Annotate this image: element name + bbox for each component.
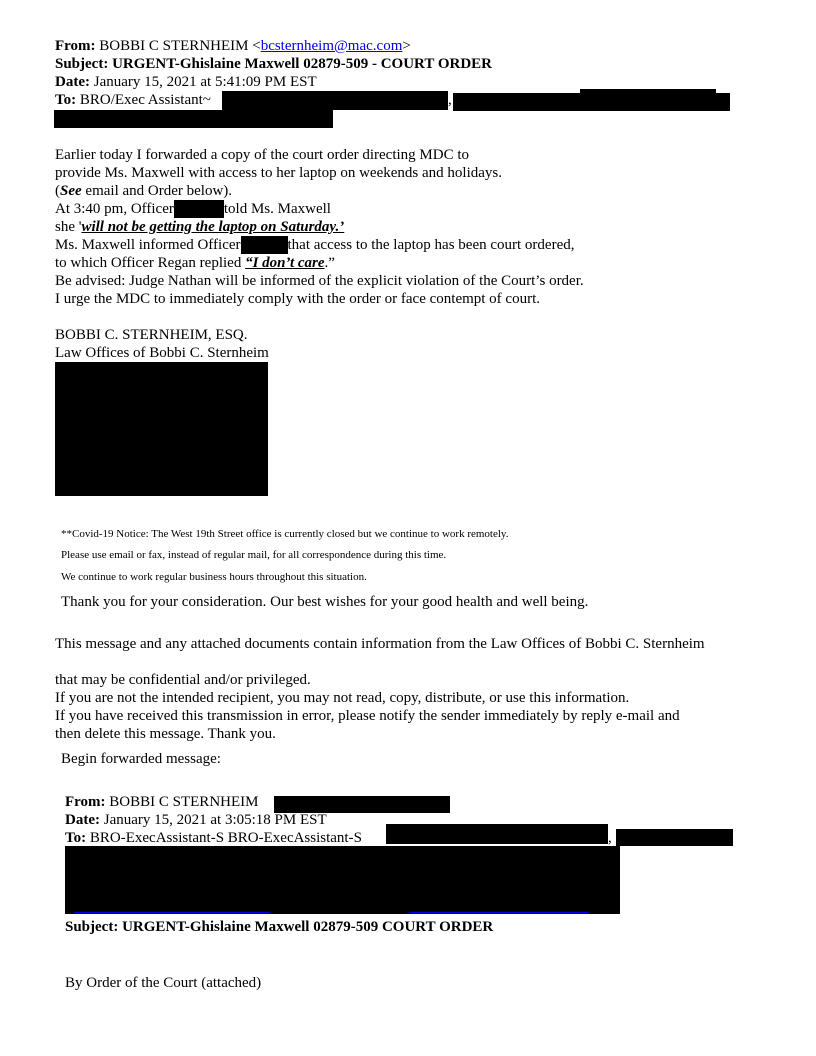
informed-text: Ms. Maxwell informed Officer: [55, 237, 241, 253]
disclaimer-line-4: If you have received this transmission in error, please notify the sender immediately by reply e-mail and: [55, 708, 680, 724]
fwd-date-text: January 15, 2021 at 3:05:18 PM EST: [103, 812, 327, 828]
header-from: [55, 37, 411, 55]
redaction-box: [580, 89, 716, 95]
body-line-8: Be advised: Judge Nathan will be informed of the explicit violation of the Court’s order.: [55, 273, 584, 289]
link-underline-fragment: [74, 912, 270, 913]
disclaimer-line-5: then delete this message. Thank you.: [55, 726, 276, 742]
quote-end: .”: [324, 255, 335, 271]
email-fax-notice: Please use email or fax, instead of regular mail, for all correspondence during this time.: [61, 549, 447, 561]
header-to: [55, 91, 211, 109]
fwd-to: [65, 829, 362, 847]
body-line-7: [55, 254, 335, 272]
she-text: she ': [55, 219, 82, 235]
redaction-box: [65, 846, 620, 914]
fwd-subject: [65, 918, 493, 936]
from-name: BOBBI C STERNHEIM <: [99, 38, 261, 54]
hours-notice: We continue to work regular business hours throughout this situation.: [61, 571, 367, 583]
redaction-box: [222, 91, 448, 110]
redaction-box: [616, 829, 733, 846]
fwd-to-comma: ,: [608, 830, 612, 846]
disclaimer-line-1: This message and any attached documents contain information from the Law Offices of Bobbi C. Sternheim: [55, 636, 705, 652]
date-text: January 15, 2021 at 5:41:09 PM EST: [93, 74, 317, 90]
fwd-to-text: BRO-ExecAssistant-S BRO-ExecAssistant-S: [89, 830, 362, 846]
fwd-from-label: From:: [65, 794, 106, 810]
fwd-from: [65, 793, 258, 811]
to-comma: ,: [448, 92, 452, 108]
date-label: Date:: [55, 74, 90, 90]
body-line-2: provide Ms. Maxwell with access to her laptop on weekends and holidays.: [55, 165, 502, 181]
paren-open: (: [55, 183, 60, 199]
redaction-box: [453, 93, 730, 111]
redaction-box: [55, 362, 268, 496]
from-email-link[interactable]: bcsternheim@mac.com: [260, 38, 403, 54]
redaction-box: [386, 824, 608, 844]
header-date: [55, 73, 317, 91]
told-text: told Ms. Maxwell: [223, 201, 331, 217]
covid-notice: **Covid-19 Notice: The West 19th Street office is currently closed but we continue to work remotely.: [61, 528, 509, 540]
fwd-subject-text: URGENT-Ghislaine Maxwell 02879-509 COURT ORDER: [122, 919, 494, 935]
body-line-6: [55, 236, 575, 254]
to-text: BRO/Exec Assistant~: [79, 92, 211, 108]
link-underline-fragment: [409, 912, 589, 913]
body-line-1: Earlier today I forwarded a copy of the court order directing MDC to: [55, 147, 470, 163]
fwd-body: By Order of the Court (attached): [65, 975, 262, 991]
fwd-to-label: To:: [65, 830, 87, 846]
body-line-9: I urge the MDC to immediately comply with the order or face contempt of court.: [55, 291, 541, 307]
subject-text: URGENT-Ghislaine Maxwell 02879-509 - COURT ORDER: [112, 56, 492, 72]
body-line-4: [55, 200, 331, 218]
header-subject: [55, 55, 492, 73]
body-line-5: [55, 218, 344, 236]
dont-care-quote: “I don’t care: [245, 255, 325, 271]
to-label: To:: [55, 92, 77, 108]
forward-intro: Begin forwarded message:: [61, 751, 221, 767]
from-label: From:: [55, 38, 96, 54]
signature-firm: Law Offices of Bobbi C. Sternheim: [55, 345, 269, 361]
fwd-from-text: BOBBI C STERNHEIM: [109, 794, 259, 810]
access-text: that access to the laptop has been court ordered,: [287, 237, 575, 253]
see-rest: email and Order below).: [81, 183, 233, 199]
signature-name: BOBBI C. STERNHEIM, ESQ.: [55, 327, 248, 343]
subject-label: Subject:: [55, 56, 109, 72]
laptop-quote: will not be getting the laptop on Saturday.’: [81, 219, 345, 235]
officer-text: At 3:40 pm, Officer: [55, 201, 174, 217]
redaction-box: [54, 110, 333, 128]
regan-text: to which Officer Regan replied: [55, 255, 246, 271]
from-close: >: [402, 38, 411, 54]
disclaimer-line-2: that may be confidential and/or privileged.: [55, 672, 311, 688]
redaction-box: [174, 200, 224, 218]
fwd-date: [65, 811, 327, 829]
see-emphasis: See: [60, 183, 82, 199]
body-line-3: [55, 182, 232, 200]
thanks-notice: Thank you for your consideration. Our best wishes for your good health and well being.: [61, 594, 589, 610]
fwd-date-label: Date:: [65, 812, 100, 828]
disclaimer-line-3: If you are not the intended recipient, you may not read, copy, distribute, or use this information.: [55, 690, 630, 706]
fwd-subject-label: Subject:: [65, 919, 119, 935]
redaction-box: [241, 236, 288, 254]
